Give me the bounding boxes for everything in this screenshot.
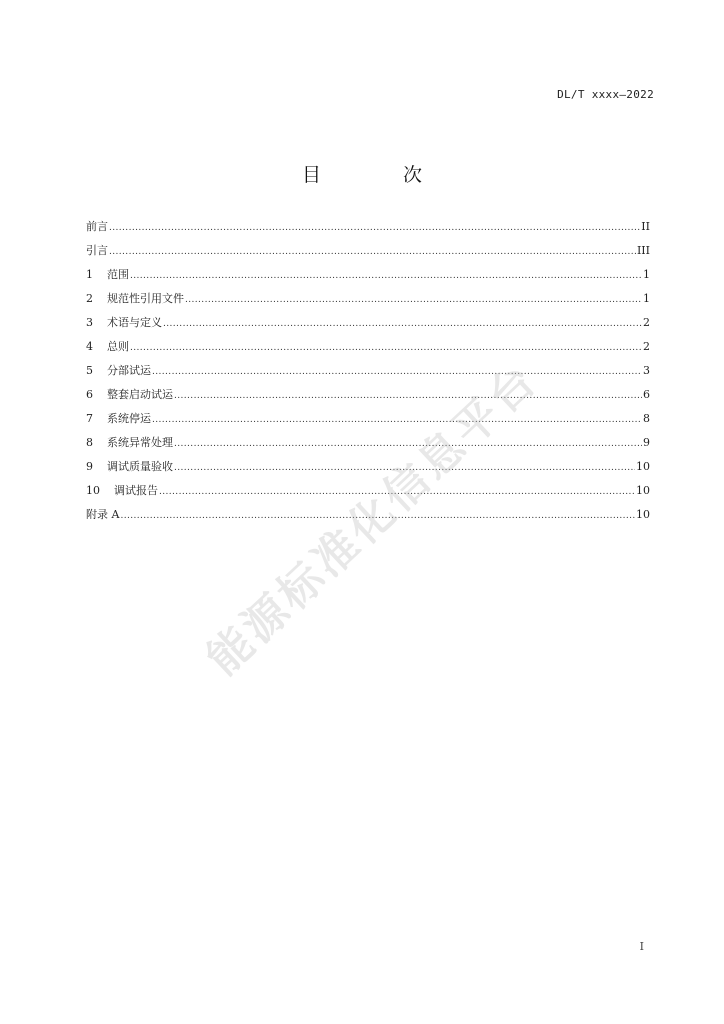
toc-dot-leader bbox=[152, 365, 642, 379]
toc-entry[interactable] bbox=[86, 484, 650, 508]
toc-entry-page: 10 bbox=[636, 484, 650, 497]
toc-dot-leader bbox=[159, 485, 635, 499]
toc-entry-label: 引言 bbox=[86, 244, 108, 257]
toc-entry-number: 1 bbox=[86, 268, 93, 281]
toc-dot-leader bbox=[130, 341, 642, 355]
toc-entry-page: 1 bbox=[643, 292, 650, 305]
toc-dot-leader bbox=[174, 437, 642, 451]
toc-entry-page: 3 bbox=[643, 364, 650, 377]
toc-entry-page: II bbox=[641, 220, 650, 233]
toc-entry[interactable] bbox=[86, 268, 650, 292]
toc-entry-label: 系统停运 bbox=[107, 412, 151, 425]
toc-entry[interactable] bbox=[86, 364, 650, 388]
toc-entry-label: 前言 bbox=[86, 220, 108, 233]
toc-entry[interactable] bbox=[86, 388, 650, 412]
toc-entry-number: 5 bbox=[86, 364, 93, 377]
toc-dot-leader bbox=[109, 245, 636, 259]
toc-entry-page: 1 bbox=[643, 268, 650, 281]
toc-entry-number: 4 bbox=[86, 340, 93, 353]
toc-entry[interactable] bbox=[86, 316, 650, 340]
toc-entry-label: 附录 A bbox=[86, 508, 120, 521]
toc-entry-number: 6 bbox=[86, 388, 93, 401]
table-of-contents bbox=[86, 220, 650, 532]
toc-entry-page: 9 bbox=[643, 436, 650, 449]
toc-entry-page: 10 bbox=[636, 460, 650, 473]
toc-entry-label: 调试报告 bbox=[114, 484, 158, 497]
toc-entry-page: 6 bbox=[643, 388, 650, 401]
toc-entry-label: 范围 bbox=[107, 268, 129, 281]
toc-dot-leader bbox=[109, 221, 640, 235]
toc-entry-page: 2 bbox=[643, 316, 650, 329]
watermark: 能源标准化信息平台 bbox=[197, 353, 549, 686]
document-code: DL/T xxxx—2022 bbox=[557, 88, 654, 101]
toc-entry-label: 术语与定义 bbox=[107, 316, 162, 329]
toc-entry-page: III bbox=[636, 244, 650, 257]
toc-entry[interactable] bbox=[86, 460, 650, 484]
toc-dot-leader bbox=[120, 509, 635, 523]
toc-entry-label: 调试质量验收 bbox=[107, 460, 173, 473]
toc-entry[interactable] bbox=[86, 436, 650, 460]
toc-entry[interactable] bbox=[86, 340, 650, 364]
toc-entry-number: 9 bbox=[86, 460, 93, 473]
toc-entry[interactable] bbox=[86, 508, 650, 532]
toc-entry-label: 规范性引用文件 bbox=[107, 292, 184, 305]
toc-entry[interactable] bbox=[86, 412, 650, 436]
toc-dot-leader bbox=[130, 269, 642, 283]
toc-entry-label: 整套启动试运 bbox=[107, 388, 173, 401]
toc-dot-leader bbox=[152, 413, 642, 427]
toc-entry-page: 2 bbox=[643, 340, 650, 353]
toc-entry[interactable] bbox=[86, 244, 650, 268]
toc-entry-page: 8 bbox=[643, 412, 650, 425]
toc-entry-number: 8 bbox=[86, 436, 93, 449]
toc-entry[interactable] bbox=[86, 292, 650, 316]
toc-dot-leader bbox=[163, 317, 642, 331]
page-title: 目 次 bbox=[301, 164, 461, 186]
toc-entry-page: 10 bbox=[636, 508, 650, 521]
toc-entry-number: 10 bbox=[86, 484, 100, 497]
toc-entry-label: 分部试运 bbox=[107, 364, 151, 377]
page-number: I bbox=[639, 940, 644, 953]
toc-entry-label: 系统异常处理 bbox=[107, 436, 173, 449]
toc-entry-number: 7 bbox=[86, 412, 93, 425]
toc-entry[interactable] bbox=[86, 220, 650, 244]
toc-entry-label: 总则 bbox=[107, 340, 129, 353]
toc-dot-leader bbox=[185, 293, 642, 307]
toc-dot-leader bbox=[174, 461, 635, 475]
toc-entry-number: 2 bbox=[86, 292, 93, 305]
toc-entry-number: 3 bbox=[86, 316, 93, 329]
toc-dot-leader bbox=[174, 389, 642, 403]
